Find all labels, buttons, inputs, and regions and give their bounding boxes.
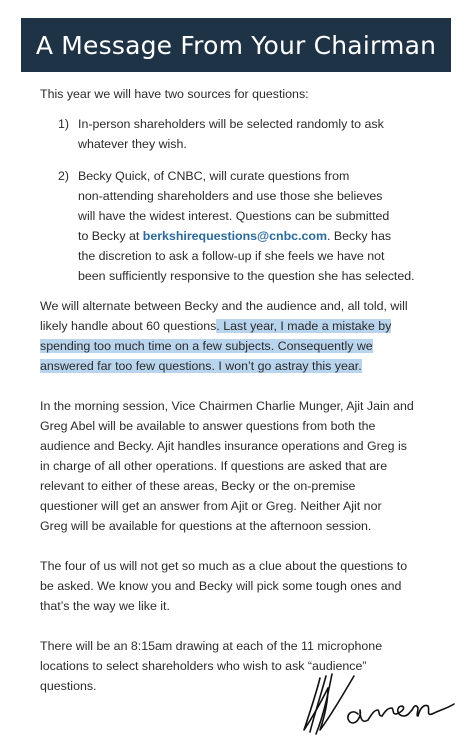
- source-2-line-1: Becky Quick, of CNBC, will curate questions from: [78, 169, 350, 183]
- paragraph-line: be asked. We know you and Becky will pick some tough ones and: [40, 579, 402, 593]
- source-1-line-2: whatever they wish.: [78, 137, 187, 151]
- signature-image: [298, 664, 458, 738]
- source-2-line-6: been sufficiently responsive to the question she has selected.: [78, 269, 415, 283]
- alternate-line-1: We will alternate between Becky and the audience and, all told, will: [40, 299, 408, 313]
- alternate-line-2: [40, 316, 458, 336]
- alternate-paragraph: [40, 296, 458, 376]
- source-item-2: [40, 166, 458, 286]
- source-2-line-2: non-attending shareholders and use those she believes: [78, 189, 383, 203]
- morning-session-paragraph: [40, 396, 458, 536]
- header-banner: [21, 18, 451, 72]
- source-2-line-3: will have the widest interest. Questions can be submitted: [78, 209, 390, 223]
- paragraph-line: There will be an 8:15am drawing at each of the 11 microphone: [40, 639, 383, 653]
- highlighted-text: answered far too few questions. I won’t go astray this year.: [40, 359, 362, 373]
- paragraph-line: in charge of all other operations. If questions are asked that are: [40, 459, 388, 473]
- highlighted-text: spending too much time on a few subjects. Consequently we: [40, 339, 373, 353]
- source-2-line-4: [78, 226, 458, 246]
- paragraph-line: The four of us will not get so much as a clue about the questions to: [40, 559, 408, 573]
- paragraph-line: questioner will get an answer from Ajit or Greg. Neither Ajit nor: [40, 499, 382, 513]
- email-trail-text: . Becky has: [326, 229, 392, 243]
- email-lead-text: to Becky at: [78, 229, 143, 243]
- paragraph-line: questions.: [40, 679, 97, 693]
- no-clue-paragraph: [40, 556, 458, 616]
- paragraph-line: audience and Becky. Ajit handles insurance operations and Greg is: [40, 439, 407, 453]
- highlighted-text: . Last year, I made a mistake by: [216, 319, 392, 333]
- paragraph-line: relevant to either of these areas, Becky or the on-premise: [40, 479, 356, 493]
- alternate-line-3: [40, 336, 458, 356]
- page-title: A Message From Your Chairman: [35, 30, 437, 60]
- source-2-line-5: the discretion to ask a follow-up if she feels we have not: [78, 249, 385, 263]
- source-item-1: [40, 114, 458, 154]
- questions-email-link[interactable]: berkshirequestions@cnbc.com: [142, 229, 327, 243]
- list-number: 1): [58, 117, 70, 131]
- list-number: 2): [58, 169, 70, 183]
- paragraph-line: locations to select shareholders who wish to ask “audience”: [40, 659, 367, 673]
- paragraph-line: that’s the way we like it.: [40, 599, 170, 613]
- paragraph-line: In the morning session, Vice Chairmen Charlie Munger, Ajit Jain and: [40, 399, 414, 413]
- source-1-line-1: In-person shareholders will be selected randomly to ask: [78, 117, 384, 131]
- letter-body: [40, 84, 458, 696]
- paragraph-line: Greg will be available for questions at the afternoon session.: [40, 519, 372, 533]
- alternate-line-2-text: likely handle about 60 questions: [40, 319, 217, 333]
- alternate-line-4: [40, 356, 458, 376]
- paragraph-line: Greg Abel will be available to answer questions from both the: [40, 419, 376, 433]
- intro-text: This year we will have two sources for questions:: [40, 87, 309, 101]
